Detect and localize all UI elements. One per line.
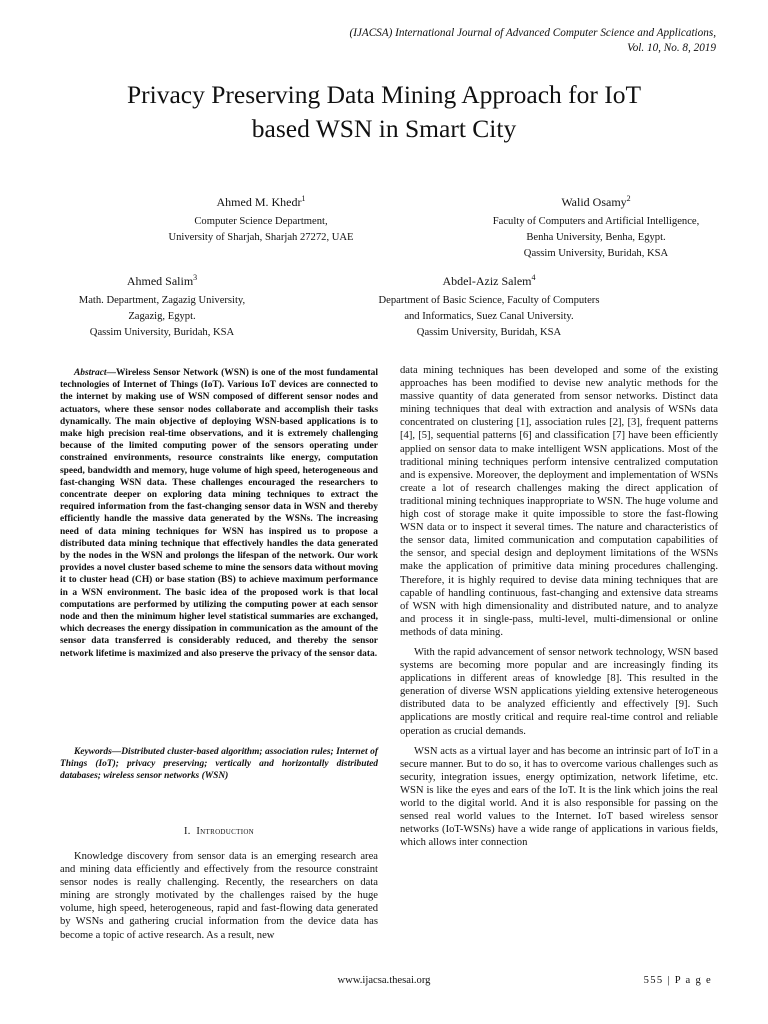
title-line-2: based WSN in Smart City [251, 114, 517, 143]
paper-title [40, 78, 728, 146]
abstract-label: Abstract [74, 368, 107, 378]
author-sup: 4 [531, 273, 536, 282]
author-affiliation: Department of Basic Science, Faculty of Computers [378, 295, 600, 306]
author-affiliation: and Informatics, Suez Canal University. [404, 311, 574, 322]
journal-volume: Vol. 10, No. 8, 2019 [627, 42, 716, 54]
author-block-3 [50, 272, 274, 341]
author-affiliation: Zagazig, Egypt. [128, 311, 196, 322]
right-column [400, 364, 718, 856]
author-sup: 3 [193, 273, 198, 282]
footer-url[interactable]: www.ijacsa.thesai.org [337, 975, 431, 986]
author-name: Ahmed M. Khedr [216, 195, 302, 209]
section-number: I. [183, 826, 191, 837]
author-affiliation: University of Sharjah, Sharjah 27272, UAE [168, 232, 354, 243]
author-name: Walid Osamy [561, 195, 627, 209]
author-affiliation: Qassim University, Buridah, KSA [416, 327, 562, 338]
author-block-1 [100, 193, 422, 246]
section-heading [60, 825, 378, 839]
abstract-text: —Wireless Sensor Network (WSN) is one of the most fundamental technologies of Internet of Things (IoT). Various IoT devices are connected to the internet by making use of WSN composed of different sensor nodes and actuators, where these sensor nodes collaborate and accomplish their tasks dynamically. The main objective of deploying WSN-based applications is to make high precision real-time observations, and it is extremely challenging because of the limited computing power of the sensors operating under constrained environments, resource constraints like energy, computation speed, bandwidth and memory, huge volume of high speed, heterogeneous and fast-changing WSN data. These challenges encouraged the researchers to concentrate deeper on exploring data mining techniques to extract the required information from the fast-changing sensor data in WSN and thereby efficiently handle the massive data generated by the WSNs. The increasing need of data mining techniques for WSN has inspired us to propose a distributed data mining technique that effectively handles the data generated by the nodes in the WSN and prolongs the lifespan of the network. Our work provides a novel cluster based scheme to mine the sensors data without moving it to cluster head (CH) or base station (BS) to achieve maximum performance in a WSN environment. The basic idea of the proposed work is that local computations are performed by utilizing the computing power at each sensor node and then the minimum higher level statistical summaries are exchanged, which decreases the energy dissipation in communication as the amount of the sensor data transferred is considerably reduced, and thereby the sensor network lifetime is maximized and also preserve the privacy of the sensor data. [60, 368, 378, 659]
author-sup: 1 [301, 194, 306, 203]
author-affiliation: Qassim University, Buridah, KSA [523, 248, 669, 259]
title-line-1: Privacy Preserving Data Mining Approach for IoT [126, 80, 642, 109]
abstract [60, 367, 378, 660]
journal-name: (IJACSA) International Journal of Advanced Computer Science and Applications, [349, 27, 716, 39]
body-paragraph: With the rapid advancement of sensor network technology, WSN based systems are becoming more popular and are increasingly finding its applications in different areas of knowledge [8]. This resulted in the generation of diverse WSN applications yielding extensive heterogeneous distributed data to be analyzed efficiently and effectively [9]. Such applications are mostly critical and require real-time control and reliable operation as crucial demands. [400, 646, 718, 737]
intro-column [60, 850, 378, 942]
body-paragraph: data mining techniques has been developed and some of the existing approaches has been modified to devise new analytic methods for the massive quantity of data generated from sensor networks. Distinct data mining techniques that deal with extraction and analysis of WSNs data concentrated on clustering [1], association rules [2], [3], frequent patterns [4], [5], sequential patterns [6] and classification [7] have been efficiently applied on sensor data to make intelligent WSN applications. Most of the traditional mining techniques perform intensive centralized computation and is expensive. Moreover, the deployment and implementation of WSNs create a lot of research challenges making the direct application of traditional mining techniques inappropriate to WSN. The huge volume and high cost of storage make it quite impossible to store the fast-flowing WSN data or to inspect it several times. The nature and characteristics of the sensor data, limited communication and computation capabilities of the sensor, and special design and deployment limitations of the WSNs make the application of primitive data mining procedures challenging. Therefore, it is highly required to devise data mining techniques that are capable of handling continuous, fast-changing and extensive data streams of WSN with high dimensionality and distributed nature, and to analyze and process it in single-pass, multi-level, multi-dimensional or online methods of data mining. [400, 365, 718, 638]
author-affiliation: Qassim University, Buridah, KSA [89, 327, 235, 338]
body-paragraph: Knowledge discovery from sensor data is an emerging research area and mining data efficiently and effectively from the resource constraint sensor nodes is really challenging. Recently, the researchers on data mining are strongly motivated by the challenges raised by the huge volume, high speed, heterogeneous, rapid and fast-flowing data generated by WSNs and gathering crucial information from the device data has become a topic of active research. As a result, new [60, 851, 378, 941]
body-paragraph: WSN acts as a virtual layer and has become an intrinsic part of IoT in a secure manner. But to do so, it has to overcome various challenges such as security, integration issues, energy optimization, network lifetime, etc. WSN is like the eyes and ears of the IoT. It is the link which joins the real world to the digital world. And it is also responsible for passing on the sensed real world values to the Internet. IoT based wireless sensor networks (IoT-WSNs) have a wide range of applications in various fields, which allows inter connection [400, 745, 718, 849]
page-number: 555 | P a g e [643, 975, 712, 986]
keywords: Keywords—Distributed cluster-based algorithm; association rules; Internet of Things (IoT); privacy preserving; vertically and horizontally distributed databases; wireless sensor networks (WSN) [60, 747, 378, 782]
author-affiliation: Computer Science Department, [194, 216, 328, 227]
author-block-2 [446, 193, 746, 262]
author-affiliation: Benha University, Benha, Egypt. [526, 232, 666, 243]
author-block-4 [330, 272, 648, 341]
author-affiliation: Math. Department, Zagazig University, [78, 295, 246, 306]
author-name: Ahmed Salim [126, 274, 194, 288]
journal-header [349, 26, 716, 56]
author-name: Abdel-Aziz Salem [442, 274, 532, 288]
section-title: Introduction [196, 826, 255, 837]
author-sup: 2 [626, 194, 631, 203]
author-affiliation: Faculty of Computers and Artificial Intelligence, [492, 216, 700, 227]
